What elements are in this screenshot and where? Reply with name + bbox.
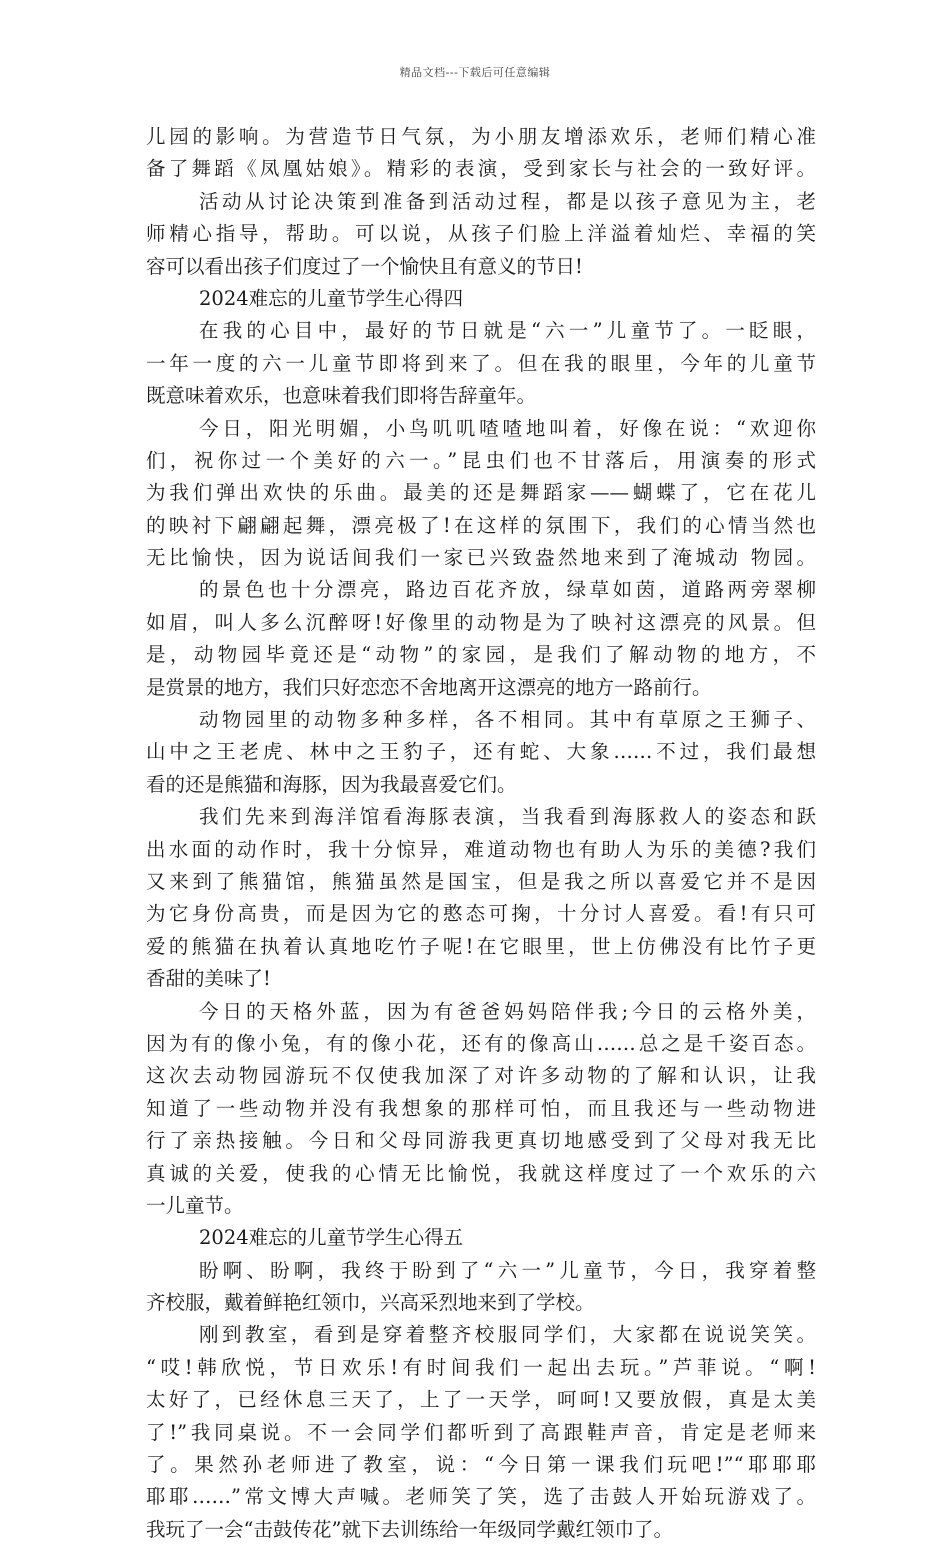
text-line: 们，祝你过一个美好的六一。”昆虫们也不甘落后，用演奏的形式 [146,448,816,472]
text-line: 一年一度的六一儿童节即将到来了。但在我的眼里，今年的儿童节 [146,351,816,375]
text-line: 备了舞蹈《凤凰姑娘》。精彩的表演，受到家长与社会的一致好评。 [146,157,816,181]
text-line: 了!”我同桌说。不一会同学们都听到了高跟鞋声音，肯定是老师来 [146,1420,816,1444]
text-line: 香甜的美味了! [146,967,271,991]
text-line: 盼啊、盼啊，我终于盼到了“六一”儿童节，今日，我穿着整 [199,1258,816,1282]
text-line: 无比愉快，因为说话间我们一家已兴致盎然地来到了淹城动 物园。 [146,546,816,570]
text-line: 今日的天格外蓝，因为有爸爸妈妈陪伴我;今日的云格外美， [199,999,816,1023]
text-line: 我玩了一会“击鼓传花”就下去训练给一年级同学戴红领巾了。 [146,1517,673,1541]
text-line: 的映衬下翩翩起舞，漂亮极了!在这样的氛围下，我们的心情当然也 [146,513,816,537]
text-line: 既意味着欢乐，也意味着我们即将告辞童年。 [146,384,537,408]
text-line: 儿园的影响。为营造节日气氛，为小朋友增添欢乐，老师们精心准 [146,125,816,148]
text-line: 师精心指导，帮助。可以说，从孩子们脸上洋溢着灿烂、幸福的笑 [146,222,816,246]
text-line: 爱的熊猫在执着认真地吃竹子呢!在它眼里，世上仿佛没有比竹子更 [146,934,816,958]
text-line: 容可以看出孩子们度过了一个愉快且有意义的节日! [146,254,583,278]
text-line: 为我们弹出欢快的乐曲。最美的还是舞蹈家——蝴蝶了，它在花儿 [146,481,816,505]
text-line: 为它身份高贵，而是因为它的憨态可掬，十分讨人喜爱。看!有只可 [146,902,816,926]
document-body [146,121,816,1546]
section-heading: 2024难忘的儿童节学生心得五 [199,1226,464,1250]
text-line: 真诚的关爱，使我的心情无比愉悦，我就这样度过了一个欢乐的六 [146,1161,816,1185]
text-line: 动物园里的动物多种多样，各不相同。其中有草原之王狮子、 [199,708,816,732]
text-line: 看的还是熊猫和海豚，因为我最喜爱它们。 [146,772,517,796]
text-line: 齐校服，戴着鲜艳红领巾，兴高采烈地来到了学校。 [146,1291,595,1315]
text-line: 又来到了熊猫馆，熊猫虽然是国宝，但是我之所以喜爱它并不是因 [146,869,816,893]
text-line: 山中之王老虎、林中之王豹子，还有蛇、大象……不过，我们最想 [146,740,816,764]
text-line: 出水面的动作时，我十分惊异，难道动物也有助人为乐的美德?我们 [146,837,816,861]
text-line: 因为有的像小兔，有的像小花，还有的像高山……总之是千姿百态。 [146,1031,816,1055]
text-line: 我们先来到海洋馆看海豚表演，当我看到海豚救人的姿态和跃 [199,805,816,829]
text-line: 一儿童节。 [146,1193,244,1217]
text-line: 知道了一些动物并没有我想象的那样可怕，而且我还与一些动物进 [146,1096,816,1120]
text-line: 了。果然孙老师进了教室，说：“今日第一课我们玩吧!”“耶耶耶 [146,1453,816,1477]
text-line: 是，动物园毕竟还是“动物”的家园，是我们了解动物的地方，不 [146,643,816,667]
text-line: 如眉，叫人多么沉醉呀!好像里的动物是为了映衬这漂亮的风景。但 [146,610,816,634]
text-line: 耶耶……”常文博大声喊。老师笑了笑，选了击鼓人开始玩游戏了。 [146,1485,816,1509]
text-line: 刚到教室，看到是穿着整齐校服同学们，大家都在说说笑笑。 [199,1323,816,1347]
page-header: 精品文档---下载后可任意编辑 [399,66,551,79]
text-line: 是赏景的地方，我们只好恋恋不舍地离开这漂亮的地方一路前行。 [146,675,712,699]
text-line: 今日，阳光明媚，小鸟叽叽喳喳地叫着，好像在说：“欢迎你 [199,416,816,440]
text-line: 的景色也十分漂亮，路边百花齐放，绿草如茵，道路两旁翠柳 [199,578,816,602]
text-line: 这次去动物园游玩不仅使我加深了对许多动物的了解和认识，让我 [146,1064,816,1088]
text-line: 行了亲热接触。今日和父母同游我更真切地感受到了父母对我无比 [146,1129,816,1153]
text-line: “哎!韩欣悦，节日欢乐!有时间我们一起出去玩。”芦菲说。“啊! [146,1355,816,1379]
text-line: 活动从讨论决策到准备到活动过程，都是以孩子意见为主，老 [199,189,816,213]
text-line: 在我的心目中，最好的节日就是“六一”儿童节了。一眨眼， [199,319,816,343]
text-line: 太好了，已经休息三天了，上了一天学，呵呵!又要放假，真是太美 [146,1388,816,1412]
section-heading: 2024难忘的儿童节学生心得四 [199,286,464,310]
